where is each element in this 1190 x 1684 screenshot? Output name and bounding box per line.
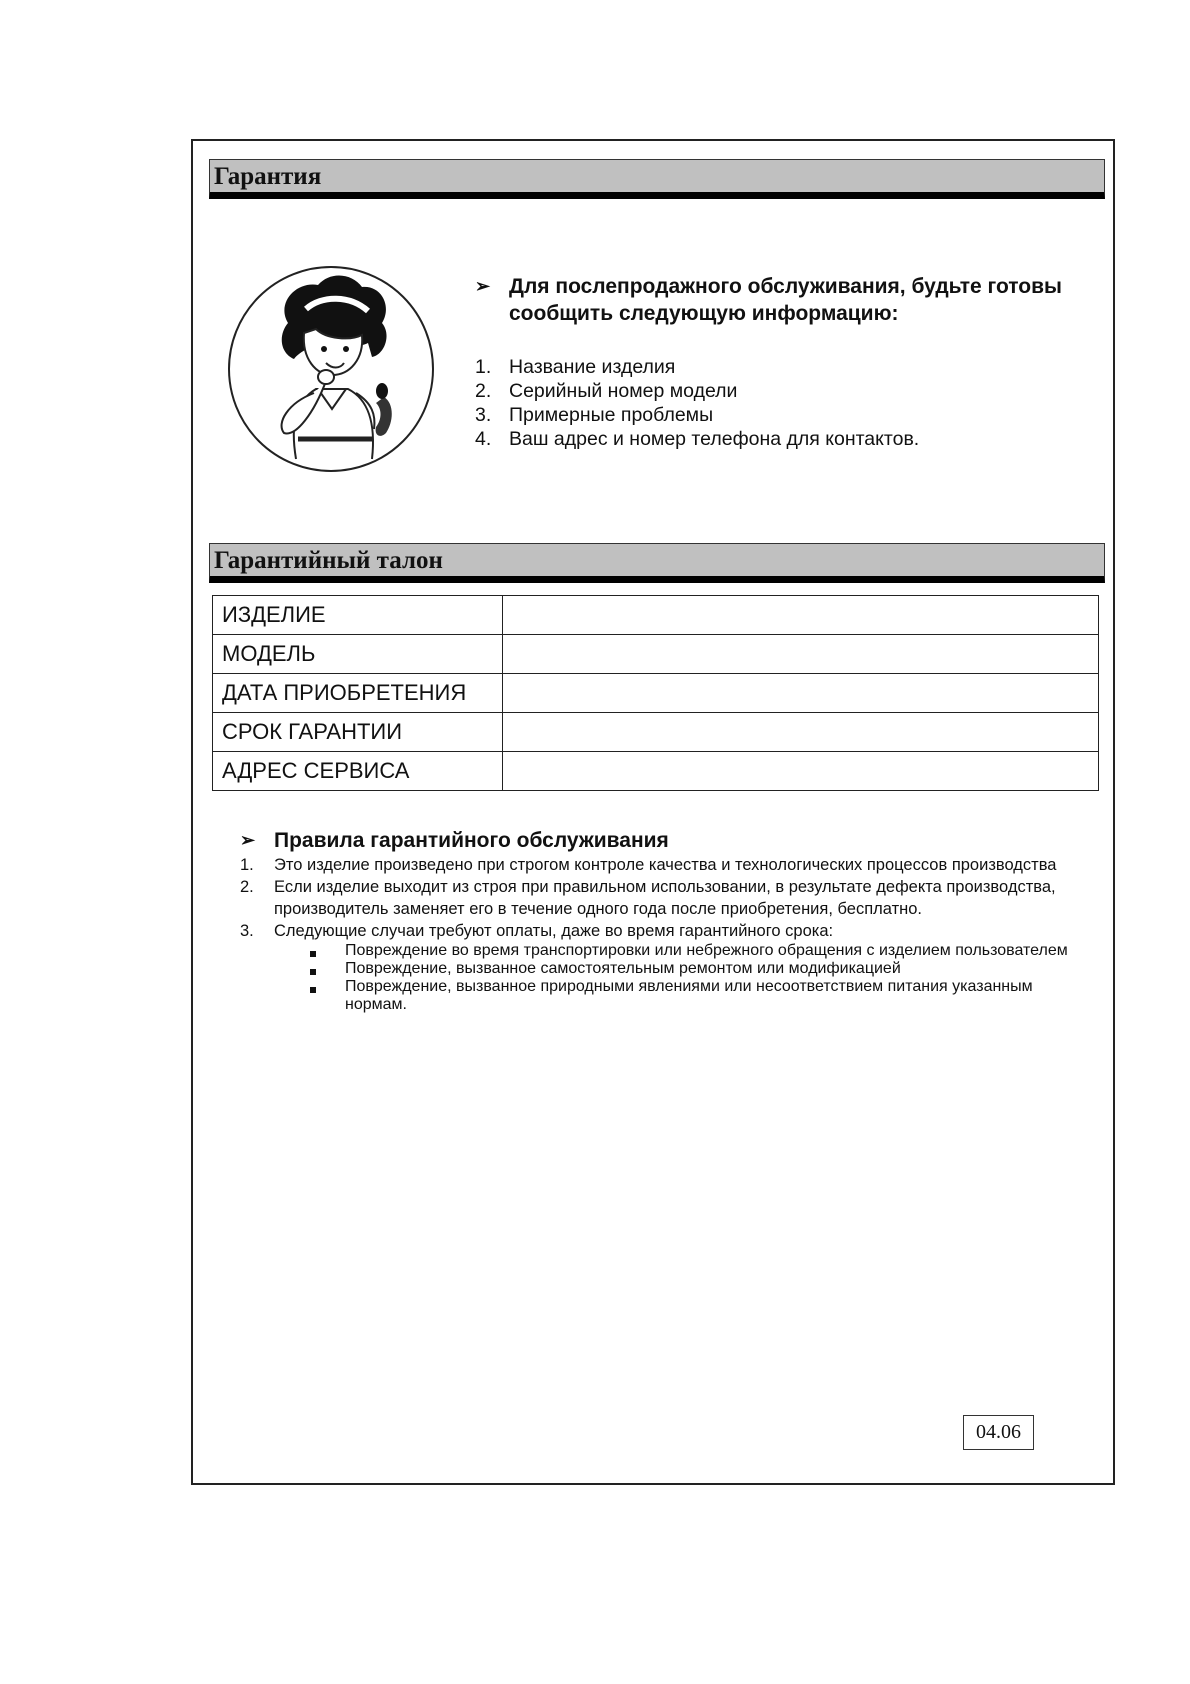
square-bullet-icon: [310, 987, 316, 993]
square-bullet-icon: [310, 951, 316, 957]
service-person-illustration: [226, 263, 436, 475]
product-field[interactable]: [503, 596, 1099, 635]
warranty-period-label: СРОК ГАРАНТИИ: [213, 713, 503, 752]
model-label: МОДЕЛЬ: [213, 635, 503, 674]
table-row: [213, 674, 1099, 713]
model-field[interactable]: [503, 635, 1099, 674]
arrow-bullet-icon: ➢: [240, 830, 256, 850]
page-frame: [191, 139, 1115, 1485]
coupon-section-header: [209, 543, 1105, 583]
service-address-field[interactable]: [503, 752, 1099, 791]
table-row: [213, 713, 1099, 752]
square-bullet-icon: [310, 969, 316, 975]
warranty-rules-block: [240, 827, 1080, 1014]
table-row: [213, 635, 1099, 674]
warranty-section-header: [209, 159, 1105, 199]
product-label: ИЗДЕЛИЕ: [213, 596, 503, 635]
service-address-label: АДРЕС СЕРВИСА: [213, 752, 503, 791]
list-item: Повреждение, вызванное природными явлениями или несоответствием питания указанным нормам.: [310, 978, 1080, 1014]
service-info-block: [475, 273, 1095, 451]
list-item: Повреждение, вызванное самостоятельным ремонтом или модификацией: [310, 960, 1080, 978]
rules-heading: ➢ Правила гарантийного обслуживания: [240, 829, 669, 852]
service-info-heading: ➢ Для послепродажного обслуживания, будьте готовы сообщить следующую информацию:: [475, 275, 1062, 325]
paid-cases-list: [240, 942, 1080, 1014]
warranty-period-field[interactable]: [503, 713, 1099, 752]
table-row: [213, 596, 1099, 635]
list-item: 3. Следующие случаи требуют оплаты, даже во время гарантийного срока:: [240, 922, 834, 940]
page-number: 04.06: [963, 1415, 1034, 1450]
list-item: Повреждение во время транспортировки или небрежного обращения с изделием пользователем: [310, 942, 1080, 960]
list-item: 1. Название изделия: [475, 356, 676, 378]
rules-list: [240, 854, 1080, 942]
purchase-date-label: ДАТА ПРИОБРЕТЕНИЯ: [213, 674, 503, 713]
service-info-list: [475, 355, 1095, 451]
list-item: 1. Это изделие произведено при строгом контроле качества и технологических процессов производства: [240, 856, 1057, 874]
warranty-section-title: Гарантия: [214, 163, 322, 190]
warranty-coupon-table: [212, 595, 1099, 791]
list-item: 2. Серийный номер модели: [475, 380, 738, 402]
table-row: [213, 752, 1099, 791]
purchase-date-field[interactable]: [503, 674, 1099, 713]
arrow-bullet-icon: ➢: [475, 276, 491, 296]
list-item: 3. Примерные проблемы: [475, 404, 714, 426]
list-item: 4. Ваш адрес и номер телефона для контактов.: [475, 428, 920, 450]
coupon-section-title: Гарантийный талон: [214, 547, 443, 574]
list-item: 2. Если изделие выходит из строя при правильном использовании, в результате дефекта производства, производитель заменяет его в течение одного года после приобретения, бесплатно.: [240, 878, 1056, 918]
